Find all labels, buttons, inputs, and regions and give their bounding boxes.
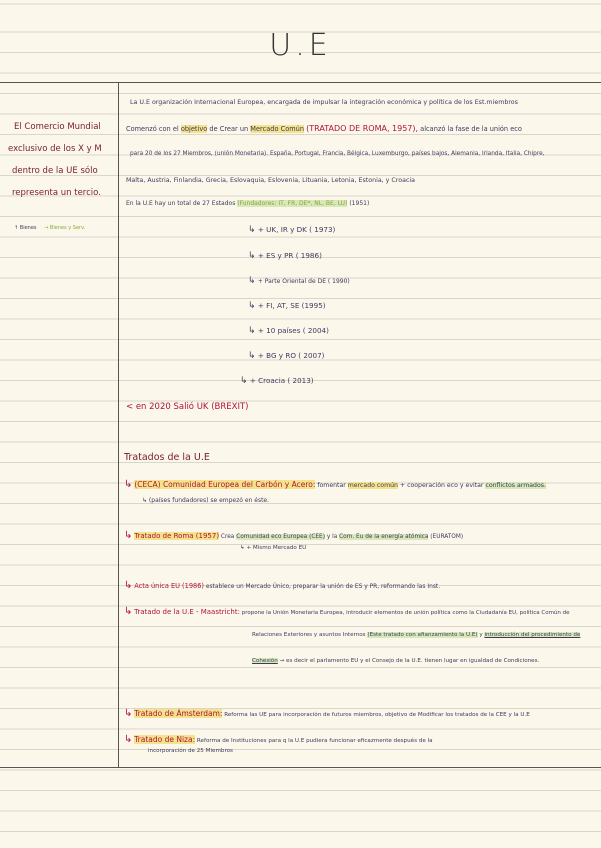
enlargement-item [248,326,329,336]
treaty-name: Tratado de Roma (1957) [134,532,220,540]
treaty-name: (CECA) Comunidad Europea del Carbón y Acero: [134,480,316,489]
enlargement-label: + ES y PR ( 1986) [257,251,322,260]
treaty-text: establece un Mercado Único, preparar la unión de ES y PR, reformando las Inst. [205,584,441,590]
enlargement-label: + BG y RO ( 2007) [257,351,325,360]
footnote-servicios: → Bienes y Serv. [44,225,86,231]
treaty-text: Reforma de Instituciones para q la U.E pudiera funcionar eficazmente después de la [196,738,433,744]
enlargement-item [240,376,314,386]
curved-arrow-icon: ↳ [248,301,256,311]
red-arrow-icon: ↳ [124,606,133,617]
enlargement-item [248,225,335,235]
highlight-mercado-comun: Mercado Común [250,125,305,133]
treaty-maastricht-line-3 [252,658,539,664]
enlargement-label: + 10 países ( 2004) [257,326,329,335]
sidebar-footnote [14,225,85,231]
treaty-text: → es decir el parlamento EU y el Consejo de la U.E. tienen lugar en igualdad de Condiciones. [279,658,540,664]
enlargement-label: + FI, AT, SE (1995) [257,301,326,310]
treaty-acta [124,580,440,591]
red-arrow-icon: ↳ [124,580,133,591]
intro-line-4: Malta, Austria, Finlandia, Grecia, Eslovaquia, Eslovenia, Lituania, Letonia, Estonia, y Croacia [126,177,416,184]
sidebar-line: exclusivo de los X y M [8,144,102,154]
treaty-text: (EURATOM) [430,534,464,540]
red-arrow-icon: ↳ [124,479,133,490]
intro-line-3: para 20 de los 27 Miembros, (unión Monetaria). España, Portugal, Francia, Bélgica, Luxemburgo, países bajos, Alemania, Irlanda, Italia, Chipre, [130,151,545,157]
treaties-heading: Tratados de la U.E [124,452,210,463]
highlight-text: conflictos armados. [485,482,546,489]
bottom-rule [0,767,601,768]
enlargement-item [248,276,350,286]
treaty-text: y [479,632,483,638]
treaty-text: Crea [220,534,235,540]
treaty-amsterdam [124,708,530,719]
sidebar-line: representa un tercio. [12,188,101,198]
enlargement-item [248,301,326,311]
sidebar-note [8,116,102,204]
sidebar-line: El Comercio Mundial [14,122,101,132]
footnote-bienes: ↑ Bienes [14,225,37,231]
treaty-roma-sub: ↳ + Mismo Mercado EU [240,545,307,551]
treaty-roma [124,530,463,541]
intro-line-1: La U.E organización Internacional Europea, encargada de impulsar la integración económica y política de los Est.miembros [130,99,518,106]
highlight-text: introducción del procedimiento de [484,632,581,638]
enlargement-item [248,351,324,361]
curved-arrow-icon: ↳ [248,251,256,261]
treaty-text: fomentar [317,482,346,489]
curved-arrow-icon: ↳ [248,351,256,361]
treaty-niza [124,734,433,745]
treaty-name: Acta única EU (1986) [134,582,204,590]
brexit-note: < en 2020 Salió UK (BREXIT) [126,402,249,412]
treaty-text: + cooperación eco y evitar [399,482,484,489]
red-arrow-icon: ↳ [124,530,133,541]
highlight-text: mercado común [347,482,398,489]
curved-arrow-icon: ↳ [240,376,248,386]
highlight-text: Cohesión [252,658,278,664]
treaty-text: propone la Unión Monetaria Europea, introducir elementos de unión política como la Ciudadanía EU, política Común de [241,610,570,616]
red-arrow-icon: ↳ [124,708,133,719]
curved-arrow-icon: ↳ [248,326,256,336]
top-rule [0,82,601,83]
tratado-roma-ref: (TRATADO DE ROMA, 1957), [306,124,419,133]
treaty-name: Tratado de la U.E - Maastricht: [134,608,240,616]
members-line [126,200,369,207]
enlargement-label: + Parte Oriental de DE ( 1990) [257,278,350,285]
treaty-text: Reforma las UE para incorporación de futuros miembros, objetivo de Modificar los tratados de la CEE y la U.E [224,712,530,718]
members-lead: En la U.E hay un total de 27 Estados [126,200,236,207]
margin-line [118,82,119,768]
page-title: U.E [269,28,332,63]
treaty-text: y la [326,534,338,540]
treaty-maastricht-line-2 [252,632,580,638]
treaty-name: Tratado de Niza: [134,735,196,744]
treaty-text: Relaciones Exteriores y asuntos Internos [252,632,366,638]
highlight-text: (Este tratado con afianzamiento la U.E) [367,632,478,638]
intro-text: alcanzó la fase de la unión eco [420,125,522,133]
red-arrow-icon: ↳ [124,734,133,745]
treaty-niza-line-2: incorporación de 25 Miembros [148,748,233,754]
enlargement-label: + UK, IR y DK ( 1973) [257,225,336,234]
founders-year: (1951) [349,200,370,207]
enlargement-label: + Croacia ( 2013) [249,376,314,385]
intro-text: Comenzó con el [126,125,179,133]
treaty-ceca [124,479,546,490]
curved-arrow-icon: ↳ [248,276,256,286]
curved-arrow-icon: ↳ [248,225,256,235]
treaty-maastricht [124,606,570,617]
treaty-ceca-sub: ↳ (países fundadores) se empezó en éste. [142,497,270,504]
highlight-text: Com. Eu de la energía atómica [339,534,429,540]
sidebar-line: dentro de la UE sólo [12,166,98,176]
enlargement-item [248,251,322,261]
founders-list: (Fundadores: IT, FR, DE*, NL, BE, LU) [237,200,348,207]
intro-line-2 [126,124,522,133]
highlight-objetivo: objetivo [180,125,208,133]
intro-text: de Crear un [209,125,249,133]
highlight-text: Comunidad eco Europea (CEE) [236,534,325,540]
treaty-name: Tratado de Ámsterdam: [134,709,223,718]
